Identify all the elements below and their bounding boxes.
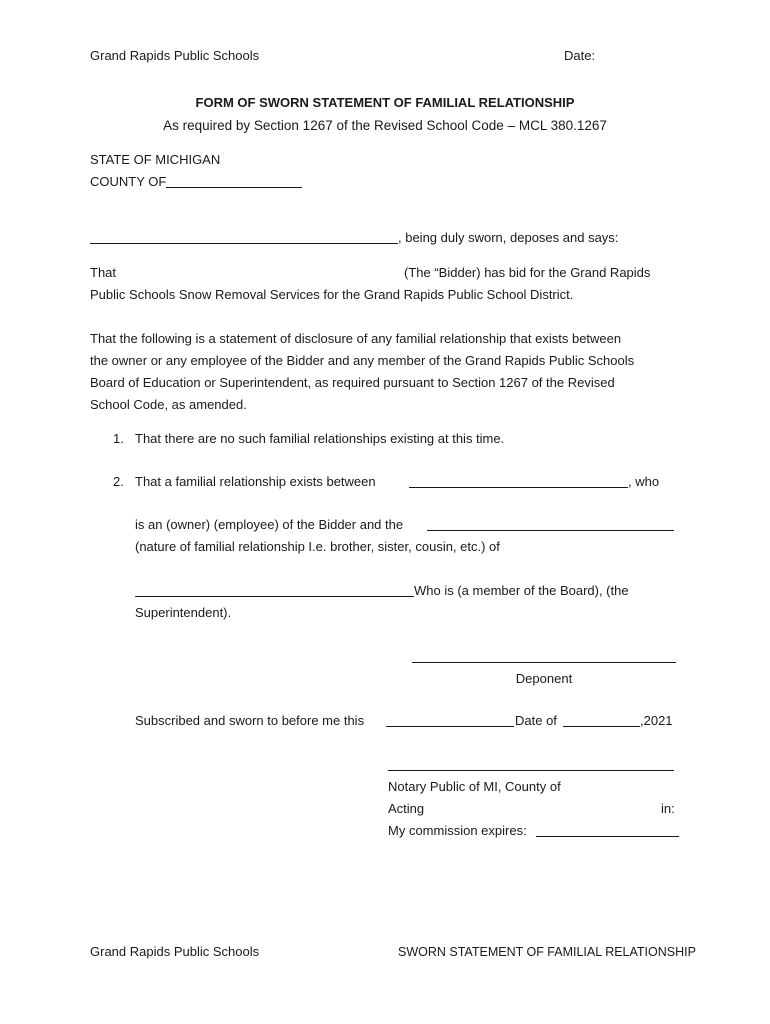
sworn-text: , being duly sworn, deposes and says:: [398, 230, 619, 245]
header-date-label: Date:: [564, 48, 596, 63]
header-org: Grand Rapids Public Schools: [90, 48, 260, 63]
disclosure-line: That the following is a statement of disclosure of any familial relationship that exists between: [90, 331, 622, 346]
item1-number: 1.: [113, 431, 124, 446]
item2-number: 2.: [113, 474, 124, 489]
disclosure-line: Board of Education or Superintendent, as required pursuant to Section 1267 of the Revised: [90, 375, 615, 390]
board-member-field[interactable]: [135, 596, 414, 597]
disclosure-line: School Code, as amended.: [90, 397, 247, 412]
footer-org: Grand Rapids Public Schools: [90, 944, 260, 959]
notary-signature-field[interactable]: [388, 770, 674, 771]
footer-title: SWORN STATEMENT OF FAMILIAL RELATIONSHIP: [398, 945, 696, 959]
item2-who: , who: [628, 474, 660, 489]
acting-in-label: in:: [661, 801, 675, 816]
year-text: ,2021: [640, 713, 673, 728]
notary-label: Notary Public of MI, County of: [388, 779, 561, 794]
date-of-label: Date of: [515, 713, 557, 728]
page-subtitle: As required by Section 1267 of the Revised School Code – MCL 380.1267: [163, 118, 607, 133]
deponent-signature-field[interactable]: [412, 662, 676, 663]
nature-text: (nature of familial relationship I.e. brother, sister, cousin, etc.) of: [135, 539, 500, 554]
owner-text: is an (owner) (employee) of the Bidder and the: [135, 517, 404, 532]
commission-label: My commission expires:: [388, 823, 527, 838]
subscribed-day-field[interactable]: [386, 726, 514, 727]
page-title: FORM OF SWORN STATEMENT OF FAMILIAL RELATIONSHIP: [195, 95, 575, 110]
acting-label: Acting: [388, 801, 425, 816]
subscribed-text: Subscribed and sworn to before me this: [135, 713, 365, 728]
relationship-nature-field[interactable]: [427, 530, 674, 531]
county-field[interactable]: [166, 187, 302, 188]
relationship-party-field[interactable]: [409, 487, 628, 488]
deponent-name-field[interactable]: [90, 243, 398, 244]
date-of-field[interactable]: [563, 726, 640, 727]
member-text: Who is (a member of the Board), (the: [414, 583, 629, 598]
bidder-text: (The “Bidder) has bid for the Grand Rapids: [404, 265, 651, 280]
item2-text: That a familial relationship exists between: [135, 474, 376, 489]
item1-text: That there are no such familial relationships existing at this time.: [135, 431, 505, 446]
deponent-label: Deponent: [515, 671, 573, 686]
disclosure-line: the owner or any employee of the Bidder and any member of the Grand Rapids Public Schools: [90, 353, 635, 368]
superintendent-text: Superintendent).: [135, 605, 232, 620]
commission-expires-field[interactable]: [536, 836, 679, 837]
bidder-text-2: Public Schools Snow Removal Services for the Grand Rapids Public School District.: [90, 287, 574, 302]
county-label: COUNTY OF: [90, 174, 167, 189]
that-label: That: [90, 265, 117, 280]
state-label: STATE OF MICHIGAN: [90, 152, 221, 167]
